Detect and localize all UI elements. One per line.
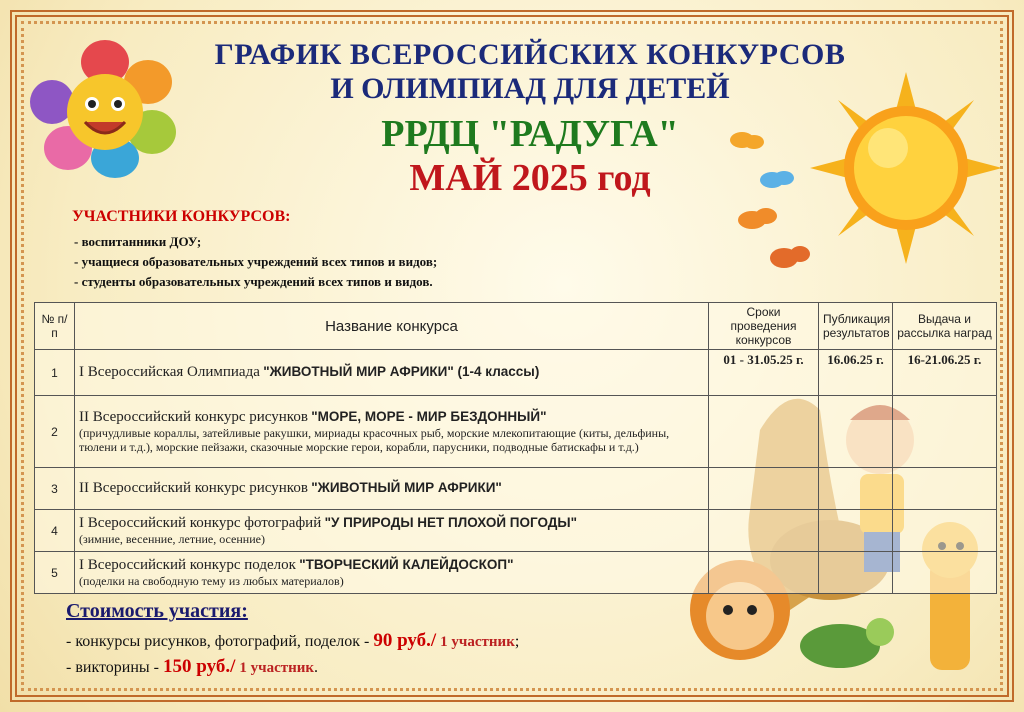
contest-dates: 01 - 31.05.25 г. [709, 350, 819, 396]
contest-prefix: I Всероссийский конкурс поделок [79, 557, 296, 573]
header-publish: Публикация результатов [819, 303, 893, 350]
contest-description: (зимние, весенние, летние, осенние) [79, 532, 265, 546]
contest-title: "ТВОРЧЕСКИЙ КАЛЕЙДОСКОП" [299, 557, 514, 572]
publish-date [819, 510, 893, 552]
contest-schedule-table [34, 302, 997, 594]
publish-date [819, 396, 893, 468]
cost-line-2-end: . [314, 659, 319, 676]
publish-date [819, 552, 893, 594]
cost-line-2-text: - викторины - [66, 659, 159, 676]
header-awards: Выдача и рассылка наград [893, 303, 997, 350]
organization-name: РРДЦ "РАДУГА" [381, 113, 679, 155]
participants-list [74, 232, 437, 292]
row-num: 2 [35, 396, 75, 468]
cost-heading: Стоимость участия: [66, 600, 248, 622]
contest-prefix: II Всероссийский конкурс рисунков [79, 480, 308, 496]
cost-line-2-price: 150 руб./ [163, 656, 236, 677]
table-row [35, 468, 997, 510]
awards-date [893, 510, 997, 552]
table-row [35, 552, 997, 594]
row-num: 1 [35, 350, 75, 396]
contest-dates [709, 396, 819, 468]
contest-dates [709, 552, 819, 594]
contest-name [75, 468, 709, 510]
contest-name [75, 510, 709, 552]
participant-item: - учащиеся образовательных учреждений всех типов и видов; [74, 254, 438, 269]
cost-line-1-unit: 1 участник [440, 634, 515, 650]
table-row [35, 350, 997, 396]
title-line-2: И ОЛИМПИАД ДЛЯ ДЕТЕЙ [330, 72, 730, 105]
contest-name [75, 396, 709, 468]
contest-prefix: I Всероссийский конкурс фотографий [79, 515, 322, 531]
awards-date: 16-21.06.25 г. [893, 350, 997, 396]
contest-title: "У ПРИРОДЫ НЕТ ПЛОХОЙ ПОГОДЫ" [324, 515, 578, 530]
cost-line-1-price: 90 руб./ [373, 630, 437, 651]
cost-line-1-end: ; [514, 633, 520, 650]
participants-heading: УЧАСТНИКИ КОНКУРСОВ: [72, 208, 291, 225]
contest-description: (причудливые кораллы, затейливые ракушки, мириады красочных рыб, морские млекопитающие (киты, дельфины, тюлени и т.д.), морские пейзажи, сказочные морские герои, корабли, парусники, подводные батискафы и т.д.) [79, 426, 670, 454]
table-row [35, 396, 997, 468]
contest-description: (поделки на свободную тему из любых материалов) [79, 574, 344, 588]
awards-date [893, 468, 997, 510]
cost-line-2 [66, 656, 318, 678]
header-dates: Сроки проведения конкурсов [709, 303, 819, 350]
cost-line-2-unit: 1 участник [239, 660, 315, 676]
row-num: 3 [35, 468, 75, 510]
cost-line-1 [66, 630, 519, 652]
header-name: Название конкурса [75, 303, 709, 350]
period-title: МАЙ 2025 год [409, 157, 651, 199]
contest-title: "ЖИВОТНЫЙ МИР АФРИКИ" (1-4 классы) [263, 364, 540, 379]
contest-prefix: I Всероссийская Олимпиада [79, 364, 260, 380]
row-num: 5 [35, 552, 75, 594]
row-num: 4 [35, 510, 75, 552]
cost-line-1-text: - конкурсы рисунков, фотографий, поделок - [66, 633, 370, 650]
awards-date [893, 396, 997, 468]
participant-item: - студенты образовательных учреждений всех типов и видов. [74, 274, 433, 289]
header-num: № п/п [35, 303, 75, 350]
table-row [35, 510, 997, 552]
contest-prefix: II Всероссийский конкурс рисунков [79, 409, 308, 425]
table-header-row [35, 303, 997, 350]
contest-dates [709, 510, 819, 552]
title-line-1: ГРАФИК ВСЕРОССИЙСКИХ КОНКУРСОВ [214, 38, 846, 71]
participant-item: - воспитанники ДОУ; [74, 234, 202, 249]
publish-date: 16.06.25 г. [819, 350, 893, 396]
contest-dates [709, 468, 819, 510]
contest-name [75, 350, 709, 396]
contest-title: "ЖИВОТНЫЙ МИР АФРИКИ" [311, 480, 502, 495]
awards-date [893, 552, 997, 594]
contest-title: "МОРЕ, МОРЕ - МИР БЕЗДОННЫЙ" [311, 409, 547, 424]
publish-date [819, 468, 893, 510]
contest-name [75, 552, 709, 594]
